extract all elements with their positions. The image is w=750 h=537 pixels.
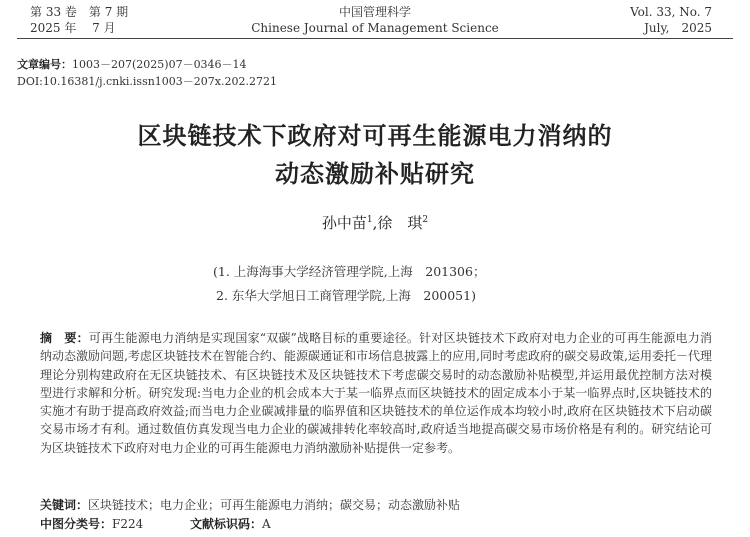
abstract [40, 329, 712, 457]
author-2: 徐 琪 [377, 214, 423, 232]
doi-label: DOI: [17, 75, 43, 88]
journal-name-cn: 中国管理科学 [338, 5, 411, 19]
article-number [17, 57, 247, 72]
author-2-affiliation-mark: 2 [422, 215, 429, 225]
authors [0, 212, 750, 233]
author-1-affiliation-mark: 1 [366, 215, 373, 225]
publication-date: 2025 年 7 月 [30, 21, 116, 35]
keywords-text: 区块链技术；电力企业；可再生能源电力消纳；碳交易；动态激励补贴 [88, 498, 461, 512]
paper-title-line1: 区块链技术下政府对可再生能源电力消纳的 [137, 121, 613, 150]
affiliation-1: (1. 上海海事大学经济管理学院,上海 201306； [213, 264, 486, 279]
header-rule [17, 38, 733, 39]
abstract-text: 可再生能源电力消纳是实现国家“双碳”战略目标的重要途径。针对区块链技术下政府对电力企业的可再生能源电力消纳动态激励问题,考虑区块链技术在智能合约、能源碳通证和市场信息披露上的应用,同时考虑政府的碳交易政策,运用委托－代理理论分别构建政府在无区块链技术、有区块链技术及区块链技术下考虑碳交易时的动态激励补贴模型,并运用最优控制方法对模型进行求解和分析。研究发现:当电力企业的机会成本大于某一临界点而区块链技术的固定成本小于某一临界点时,区块链技术的实施才有助于提高政府效益;而当电力企业碳减排量的临界值和区块链技术的单位运作成本均较小时,政府在区块链技术下启动碳交易市场才有利。通过数值仿真发现当电力企业的碳减排转化率较高时,政府适当地提高碳交易市场价格是有利的。研究结论可为区块链技术下政府对电力企业的可再生能源电力消纳激励补贴提供一定参考。 [40, 331, 712, 455]
document-code-value: A [262, 517, 271, 531]
volume-issue-en: Vol. 33, No. 7 [630, 5, 712, 19]
keywords-label: 关键词： [40, 498, 89, 512]
publication-date-en: July, 2025 [644, 21, 712, 35]
doi-value: 10.16381/j.cnki.issn1003－207x.202.2721 [42, 75, 277, 88]
author-1: 孙中苗 [321, 214, 367, 232]
clc-label: 中图分类号： [40, 517, 113, 531]
abstract-label: 摘 要： [40, 331, 89, 345]
classification [40, 516, 143, 532]
journal-name-en: Chinese Journal of Management Science [251, 21, 499, 35]
affiliation-2: 2. 东华大学旭日工商管理学院,上海 200051) [216, 288, 476, 303]
document-code-label: 文献标识码： [190, 517, 263, 531]
author-separator: , [372, 214, 378, 232]
doi [17, 74, 277, 89]
keywords [40, 497, 460, 513]
paper-title-line2: 动态激励补贴研究 [275, 159, 475, 188]
clc-value: F224 [112, 517, 144, 531]
volume-issue: 第 33 卷 第 7 期 [30, 5, 129, 19]
document-code [190, 516, 271, 532]
article-number-value: 1003－207(2025)07－0346－14 [72, 58, 247, 71]
article-number-label: 文章编号： [17, 58, 72, 71]
